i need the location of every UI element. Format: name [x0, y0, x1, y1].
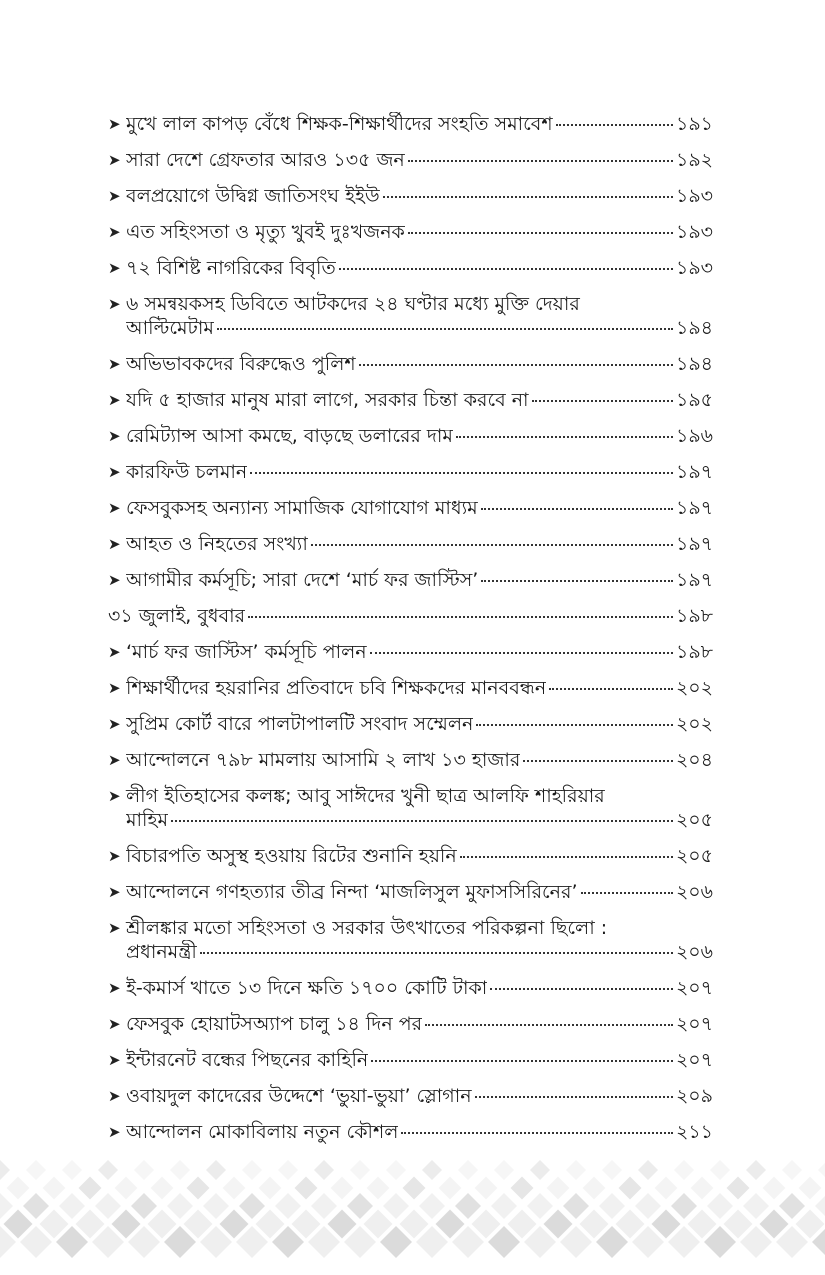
toc-entry-title: মুখে লাল কাপড় বেঁধে শিক্ষক-শিক্ষার্থীদের সংহতি সমাবেশ [126, 113, 553, 135]
diamond-shape [275, 1193, 301, 1219]
diamond-shape [223, 1177, 246, 1200]
arrowhead-icon: ➤ [108, 643, 121, 661]
arrowhead-icon: ➤ [108, 787, 121, 805]
diamond-shape [527, 1193, 553, 1219]
diamond-shape [458, 1160, 478, 1180]
toc-page-number: ১৯৩ [675, 185, 713, 207]
toc-page-number: ১৯৪ [676, 317, 713, 339]
dot-leader [311, 544, 673, 546]
arrowhead-icon: ➤ [108, 919, 121, 937]
diamond-shape [746, 1160, 766, 1180]
toc-entry-title: সুপ্রিম কোর্ট বারে পালটাপালটি সংবাদ সম্মেলন [126, 713, 474, 735]
toc-entry [108, 112, 713, 136]
toc-entry-title: ‘মার্চ ফর জাস্টিস’ কর্মসূচি পালন [126, 641, 367, 663]
toc-page-number: ১৯৩ [675, 221, 713, 243]
arrowhead-icon: ➤ [108, 979, 121, 997]
arrowhead-icon: ➤ [108, 391, 121, 409]
dot-leader [481, 508, 673, 510]
toc-entry [108, 184, 713, 208]
diamond-shape [782, 1160, 802, 1180]
diamond-shape [151, 1177, 174, 1200]
toc-entry-title-line1: লীগ ইতিহাসের কলঙ্ক; আবু সাঈদের খুনী ছাত্র আলফি শাহরিয়ার [126, 785, 605, 807]
dot-leader [490, 988, 673, 990]
diamond-shape [7, 1177, 30, 1200]
diamond-shape [583, 1177, 606, 1200]
toc-entry-title: যদি ৫ হাজার মানুষ মারা লাগে, সরকার চিন্তা করবে না [126, 389, 529, 411]
toc-entry-title: আল্টিমেটাম [126, 317, 214, 339]
diamond-shape [563, 1193, 589, 1219]
toc-entry [108, 568, 713, 592]
toc-page-number: ২০৭ [675, 1049, 713, 1071]
toc-page-number: ১৯৭ [675, 461, 713, 483]
toc-entry [108, 1120, 713, 1144]
arrowhead-icon: ➤ [108, 187, 121, 205]
toc-section-heading [108, 604, 713, 628]
diamond-shape [439, 1177, 462, 1200]
arrowhead-icon: ➤ [108, 679, 121, 697]
diamond-shape [638, 1160, 658, 1180]
diamond-shape [494, 1160, 514, 1180]
diamond-shape [314, 1160, 334, 1180]
dot-leader [217, 328, 673, 330]
toc-entry [108, 976, 713, 1000]
arrowhead-icon: ➤ [108, 535, 121, 553]
diamond-shape [239, 1193, 265, 1219]
arrowhead-icon: ➤ [108, 883, 121, 901]
diamond-shape [743, 1193, 769, 1219]
toc-entry-title: আন্দোলনে ৭৯৮ মামলায় আসামি ২ লাখ ১৩ হাজার [126, 749, 521, 771]
arrowhead-icon: ➤ [108, 295, 121, 313]
diamond-shape [167, 1193, 193, 1219]
toc-page-number: ১৯৮ [676, 641, 713, 663]
diamond-shape [131, 1193, 157, 1219]
toc-entry [108, 1048, 713, 1072]
diamond-shape [655, 1177, 678, 1200]
toc-entry [108, 220, 713, 244]
toc-entry [108, 784, 713, 832]
dot-leader [476, 724, 673, 726]
toc-entry [108, 532, 713, 556]
diamond-shape [779, 1193, 805, 1219]
decorative-diamond-pattern [0, 1160, 825, 1275]
dot-leader [425, 1024, 673, 1026]
arrowhead-icon: ➤ [108, 427, 121, 445]
diamond-shape [511, 1177, 534, 1200]
dot-leader [401, 1132, 673, 1134]
diamond-shape [62, 1160, 82, 1180]
arrowhead-icon: ➤ [108, 499, 121, 517]
arrowhead-icon: ➤ [108, 355, 121, 373]
dot-leader [359, 364, 673, 366]
toc-page-number: ১৯৭ [675, 497, 713, 519]
diamond-shape [799, 1177, 822, 1200]
diamond-shape [134, 1160, 154, 1180]
diamond-shape [422, 1160, 442, 1180]
diamond-shape [707, 1193, 733, 1219]
dot-leader [171, 820, 673, 822]
diamond-shape [350, 1160, 370, 1180]
diamond-shape [170, 1160, 190, 1180]
diamond-shape [602, 1160, 622, 1180]
diamond-shape [295, 1177, 318, 1200]
diamond-shape [367, 1177, 390, 1200]
toc-entry [108, 256, 713, 280]
diamond-shape [818, 1160, 825, 1180]
toc-entry [108, 1012, 713, 1036]
dot-leader [371, 1060, 673, 1062]
arrowhead-icon: ➤ [108, 751, 121, 769]
toc-page-number: ২১১ [675, 1121, 713, 1143]
toc-entry [108, 496, 713, 520]
diamond-shape [635, 1193, 661, 1219]
toc-entry-title: প্রধানমন্ত্রী [126, 941, 197, 963]
diamond-shape [331, 1177, 354, 1200]
diamond-shape [671, 1193, 697, 1219]
diamond-shape [674, 1160, 694, 1180]
dot-leader [200, 952, 673, 954]
toc-entry-title: এত সহিংসতা ও মৃত্যু খুবই দুঃখজনক [126, 221, 405, 243]
diamond-shape [599, 1193, 625, 1219]
diamond-shape [763, 1177, 786, 1200]
toc-entry-title: সারা দেশে গ্রেফতার আরও ১৩৫ জন [126, 149, 405, 171]
diamond-shape [95, 1193, 121, 1219]
toc-entry-title: ফেসবুকসহ অন্যান্য সামাজিক যোগাযোগ মাধ্যম [126, 497, 478, 519]
dot-leader [456, 436, 673, 438]
dot-leader [481, 580, 673, 582]
toc-page-number: ১৯৪ [676, 353, 713, 375]
arrowhead-icon: ➤ [108, 223, 121, 241]
toc-page-number: ২০৬ [675, 881, 713, 903]
diamond-shape [26, 1160, 46, 1180]
arrowhead-icon: ➤ [108, 1015, 121, 1033]
toc-entry [108, 148, 713, 172]
arrowhead-icon: ➤ [108, 847, 121, 865]
toc-entry [108, 388, 713, 412]
toc-entry-title: বিচারপতি অসুস্থ হওয়ায় রিটের শুনানি হয়নি [126, 845, 457, 867]
toc-entry [108, 292, 713, 340]
diamond-shape [491, 1193, 517, 1219]
toc-entry-title: শিক্ষার্থীদের হয়রানির প্রতিবাদে চবি শিক্ষকদের মানববন্ধন [126, 677, 547, 699]
arrowhead-icon: ➤ [108, 115, 121, 133]
diamond-shape [475, 1177, 498, 1200]
diamond-shape [383, 1193, 409, 1219]
dot-leader [556, 124, 673, 126]
diamond-shape [115, 1177, 138, 1200]
toc-entry [108, 916, 713, 964]
diamond-shape [619, 1177, 642, 1200]
toc-entry-title: ৭২ বিশিষ্ট নাগরিকের বিবৃতি [126, 257, 336, 279]
diamond-shape [278, 1160, 298, 1180]
diamond-shape [98, 1160, 118, 1180]
diamond-shape [79, 1177, 102, 1200]
arrowhead-icon: ➤ [108, 151, 121, 169]
diamond-shape [23, 1193, 49, 1219]
toc-entry-title: আন্দোলন মোকাবিলায় নতুন কৌশল [126, 1121, 399, 1143]
dot-leader [549, 688, 673, 690]
arrowhead-icon: ➤ [108, 259, 121, 277]
diamond-shape [203, 1193, 229, 1219]
toc-entry-title: ওবায়দুল কাদেরের উদ্দেশে ‘ভুয়া-ভুয়া’ স্লোগান [126, 1085, 472, 1107]
toc-page-number: ২০৫ [675, 809, 713, 831]
toc-page-number: ১৯১ [676, 113, 713, 135]
diamond-shape [403, 1177, 426, 1200]
toc-entry-title: অভিভাবকদের বিরুদ্ধেও পুলিশ [126, 353, 356, 375]
dot-leader [248, 616, 673, 618]
toc-entry [108, 712, 713, 736]
toc-page-number: ২০২ [675, 713, 713, 735]
toc-entry-title: আহত ও নিহতের সংখ্যা [126, 533, 308, 555]
toc-entry-title: কারফিউ চলমান [126, 461, 248, 483]
toc-entry-title: রেমিট্যান্স আসা কমছে, বাড়ছে ডলারের দাম [126, 425, 453, 447]
toc-entry [108, 1084, 713, 1108]
toc-entry-title: ফেসবুক হোয়াটসঅ্যাপ চালু ১৪ দিন পর [126, 1013, 423, 1035]
toc-page-number: ১৯৭ [675, 533, 713, 555]
dot-leader [581, 892, 673, 894]
dot-leader [460, 856, 673, 858]
toc-page-number: ২০৭ [675, 1013, 713, 1035]
dot-leader [475, 1096, 673, 1098]
toc-entry [108, 460, 713, 484]
arrowhead-icon: ➤ [108, 1051, 121, 1069]
dot-leader [370, 652, 673, 654]
diamond-shape [347, 1193, 373, 1219]
dot-leader [523, 760, 673, 762]
diamond-shape [727, 1177, 750, 1200]
diamond-shape [242, 1160, 262, 1180]
diamond-shape [455, 1193, 481, 1219]
toc-entry [108, 748, 713, 772]
toc-page-number: ২০৫ [675, 845, 713, 867]
toc-entry-title: বলপ্রয়োগে উদ্বিগ্ন জাতিসংঘ ইইউ [126, 185, 380, 207]
toc-entry [108, 676, 713, 700]
diamond-shape [566, 1160, 586, 1180]
toc-entry-title: মাহিম [126, 809, 169, 831]
dot-leader [532, 400, 673, 402]
diamond-shape [206, 1160, 226, 1180]
toc-page-number: ২০৭ [675, 977, 713, 999]
toc-entry-title: আন্দোলনে গণহত্যার তীব্র নিন্দা ‘মাজলিসুল মুফাসসিরিনের’ [126, 881, 578, 903]
diamond-shape [0, 1160, 10, 1180]
toc-page-number: ২০২ [675, 677, 713, 699]
diamond-shape [259, 1177, 282, 1200]
toc-page-number: ১৯৭ [675, 569, 713, 591]
toc-page-number: ১৯২ [675, 149, 713, 171]
dot-leader [408, 232, 673, 234]
diamond-shape [710, 1160, 730, 1180]
toc-page-number: ১৯৬ [675, 425, 713, 447]
diamond-shape [386, 1160, 406, 1180]
arrowhead-icon: ➤ [108, 1123, 121, 1141]
toc-entry-title: ই-কমার্স খাতে ১৩ দিনে ক্ষতি ১৭০০ কোটি টাকা [126, 977, 488, 999]
diamond-shape [43, 1177, 66, 1200]
diamond-shape [311, 1193, 337, 1219]
toc-page-number: ১৯৫ [676, 389, 713, 411]
diamond-shape [0, 1193, 13, 1219]
toc-entry-title-line1: শ্রীলঙ্কার মতো সহিংসতা ও সরকার উৎখাতের পরিকল্পনা ছিলো : [126, 917, 608, 939]
toc-entry [108, 352, 713, 376]
dot-leader [383, 196, 673, 198]
arrowhead-icon: ➤ [108, 463, 121, 481]
diamond-shape [187, 1177, 210, 1200]
diamond-shape [530, 1160, 550, 1180]
arrowhead-icon: ➤ [108, 571, 121, 589]
diamond-shape [691, 1177, 714, 1200]
toc-page-number: ১৯৩ [675, 257, 713, 279]
toc-entry [108, 640, 713, 664]
toc-page-number: ১৯৮ [676, 605, 713, 627]
toc-entry-title: আগামীর কর্মসূচি; সারা দেশে ‘মার্চ ফর জাস্টিস’ [126, 569, 479, 591]
toc-entry-title: ৩১ জুলাই, বুধবার [108, 605, 246, 627]
toc-page-number: ২০৯ [675, 1085, 713, 1107]
diamond-shape [547, 1177, 570, 1200]
diamond-shape [815, 1193, 825, 1219]
dot-leader [339, 268, 673, 270]
arrowhead-icon: ➤ [108, 715, 121, 733]
diamond-shape [419, 1193, 445, 1219]
toc-entry-title: ইন্টারনেট বন্ধের পিছনের কাহিনি [126, 1049, 369, 1071]
toc-entry [108, 844, 713, 868]
toc-page-number: ২০৬ [675, 941, 713, 963]
dot-leader [250, 472, 673, 474]
toc-entry [108, 424, 713, 448]
toc-page-number: ২০৪ [675, 749, 713, 771]
toc-entry-title-line1: ৬ সমন্বয়কসহ ডিবিতে আটকদের ২৪ ঘণ্টার মধ্যে মুক্তি দেয়ার [126, 293, 580, 315]
toc-entry [108, 880, 713, 904]
arrowhead-icon: ➤ [108, 1087, 121, 1105]
table-of-contents [108, 112, 713, 1156]
dot-leader [408, 160, 673, 162]
diamond-shape [59, 1193, 85, 1219]
